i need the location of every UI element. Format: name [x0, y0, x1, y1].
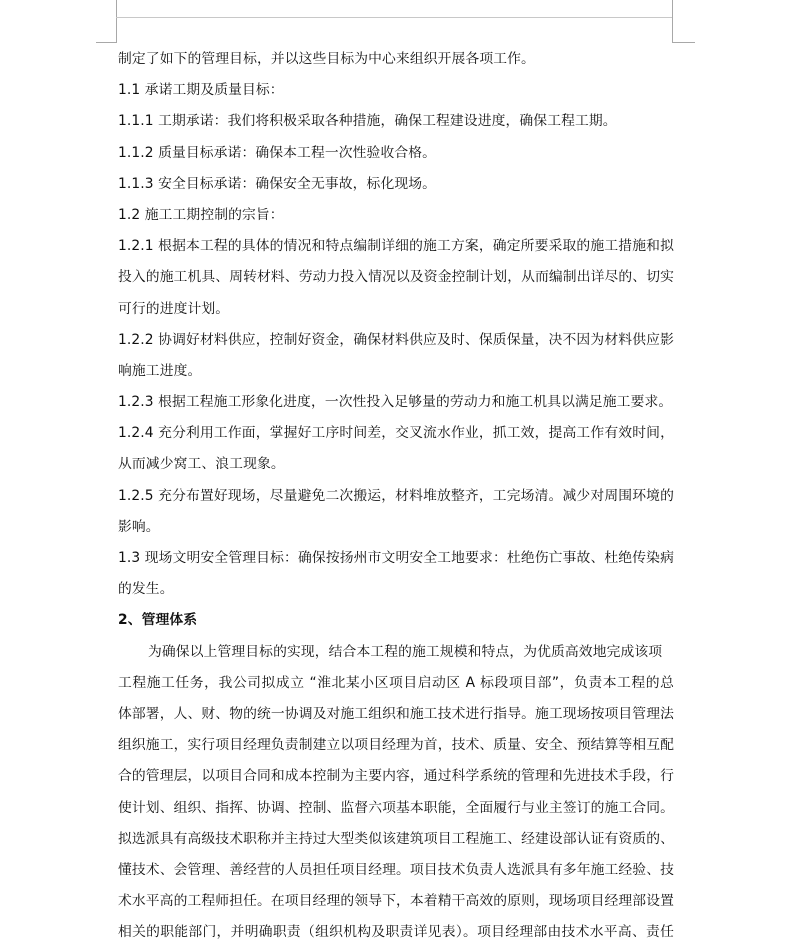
text-line: 使计划、组织、指挥、协调、控制、监督六项基本职能，全面履行与业主签订的施工合同。: [118, 799, 674, 816]
text-line: 组织施工，实行项目经理负责制建立以项目经理为首，技术、质量、安全、预结算等相互配: [118, 737, 674, 754]
text-line: 为确保以上管理目标的实现，结合本工程的施工规模和特点，为优质高效地完成该项: [148, 643, 663, 660]
text-line: 1.1 承诺工期及质量目标：: [118, 82, 284, 99]
text-line: 1.2.5 充分布置好现场，尽量避免二次搬运，材料堆放整齐，工完场清。减少对周围环境的: [118, 487, 674, 504]
section-heading: 2、管理体系: [118, 612, 198, 629]
text-line: 响施工进度。: [118, 362, 202, 379]
page-top-edge: [116, 17, 672, 18]
text-line: 从而减少窝工、浪工现象。: [118, 456, 285, 473]
text-line: 相关的职能部门，并明确职责（组织机构及职责详见表）。项目经理部由技术水平高、责任: [118, 924, 674, 941]
text-line: 的发生。: [118, 581, 174, 598]
text-line: 制定了如下的管理目标，并以这些目标为中心来组织开展各项工作。: [118, 51, 535, 67]
text-line: 1.2.4 充分利用工作面，掌握好工序时间差，交叉流水作业，抓工效，提高工作有效时间，: [118, 425, 674, 442]
text-line: 体部署，人、财、物的统一协调及对施工组织和施工技术进行指导。施工现场按项目管理法: [118, 705, 674, 722]
text-line: 影响。: [118, 518, 160, 535]
text-line: 拟选派具有高级技术职称并主持过大型类似该建筑项目工程施工、经建设部认证有资质的、: [118, 830, 674, 847]
text-line: 1.1.2 质量目标承诺：确保本工程一次性验收合格。: [118, 144, 437, 161]
text-line: 1.3 现场文明安全管理目标：确保按扬州市文明安全工地要求：杜绝伤亡事故、杜绝传染病: [118, 550, 674, 566]
text-line: 术水平高的工程师担任。在项目经理的领导下，本着精干高效的原则，现场项目经理部设置: [118, 893, 674, 910]
text-line: 1.1.1 工期承诺：我们将积极采取各种措施，确保工程建设进度，确保工程工期。: [118, 113, 617, 130]
text-line: 1.2.3 根据工程施工形象化进度，一次性投入足够量的劳动力和施工机具以满足施工要求。: [118, 394, 673, 411]
text-line: 合的管理层，以项目合同和成本控制为主要内容，通过科学系统的管理和先进技术手段，行: [118, 768, 674, 785]
text-line: 工程施工任务，我公司拟成立 “淮北某小区项目启动区 A 标段项目部”，负责本工程的总: [118, 674, 674, 691]
text-line: 懂技术、会管理、善经营的人员担任项目经理。项目技术负责人选派具有多年施工经验、技: [118, 861, 674, 878]
text-line: 1.2.2 协调好材料供应，控制好资金，确保材料供应及时、保质保量，决不因为材料供应影: [118, 331, 674, 348]
text-line: 投入的施工机具、周转材料、劳动力投入情况以及资金控制计划，从而编制出详尽的、切实: [118, 269, 674, 286]
page-corner-mark-right: [672, 0, 695, 43]
document-body: [118, 44, 674, 946]
text-line: 可行的进度计划。: [118, 300, 230, 317]
text-line: 1.2 施工工期控制的宗旨：: [118, 206, 284, 223]
page-corner-mark-left: [96, 0, 117, 43]
text-line: 1.2.1 根据本工程的具体的情况和特点编制详细的施工方案，确定所要采取的施工措施和拟: [118, 238, 674, 255]
text-line: 1.1.3 安全目标承诺：确保安全无事故，标化现场。: [118, 175, 437, 192]
